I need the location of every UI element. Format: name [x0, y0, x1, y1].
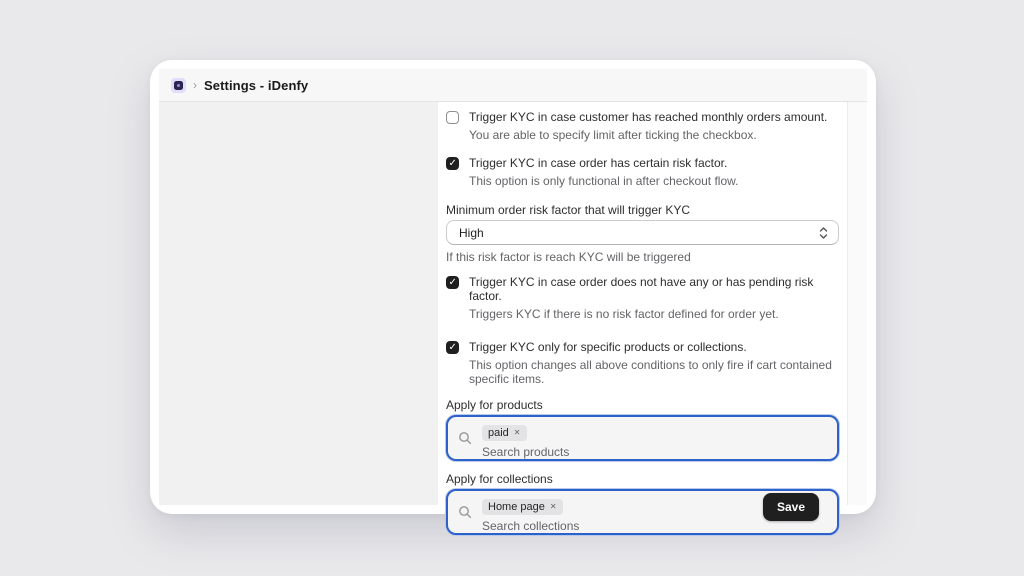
risk-select-label: Minimum order risk factor that will trigger KYC — [446, 203, 691, 217]
checkbox-checked[interactable] — [446, 276, 459, 289]
checkbox-helper: You are able to specify limit after ticking the checkbox. — [469, 128, 757, 142]
left-blank-panel — [159, 102, 438, 505]
settings-form — [438, 102, 847, 533]
checkbox-row-monthly-orders — [446, 110, 839, 142]
risk-select-helper: If this risk factor is reach KYC will be triggered — [446, 250, 691, 264]
products-search-field[interactable] — [446, 415, 839, 461]
product-tag-label: paid — [488, 427, 509, 439]
search-icon — [458, 431, 472, 445]
select-updown-icon — [819, 226, 828, 240]
checkbox-helper: Triggers KYC if there is no risk factor defined for order yet. — [469, 307, 779, 321]
apply-collections-label: Apply for collections — [446, 472, 553, 486]
checkbox-label[interactable]: Trigger KYC in case order has certain risk factor. — [469, 156, 728, 170]
checkbox-helper: This option changes all above conditions to only fire if cart contained specific items. — [469, 358, 832, 386]
checkbox-row-risk-factor — [446, 156, 839, 188]
checkbox-checked[interactable] — [446, 341, 459, 354]
breadcrumb-chevron-icon: › — [193, 77, 197, 92]
products-search-placeholder[interactable]: Search products — [482, 445, 570, 459]
checkbox-unchecked[interactable] — [446, 111, 459, 124]
remove-tag-icon[interactable]: ✕ — [549, 502, 557, 511]
checkbox-label[interactable]: Trigger KYC only for specific products or collections. — [469, 340, 747, 354]
checkbox-helper: This option is only functional in after checkout flow. — [469, 174, 739, 188]
checkbox-checked[interactable] — [446, 157, 459, 170]
page-title: Settings - iDenfy — [204, 77, 309, 93]
scrollbar-gutter[interactable] — [847, 102, 867, 505]
collections-search-placeholder[interactable]: Search collections — [482, 519, 580, 533]
app-window — [150, 60, 876, 533]
checkbox-label[interactable]: Trigger KYC in case order does not have any or has pending risk factor. — [469, 275, 814, 303]
risk-factor-select[interactable] — [446, 220, 839, 245]
risk-factor-value: High — [459, 225, 484, 240]
window-header — [159, 69, 867, 102]
checkbox-row-pending-risk — [446, 275, 839, 321]
checkbox-row-specific-products — [446, 340, 839, 386]
checkbox-label[interactable]: Trigger KYC in case customer has reached monthly orders amount. — [469, 110, 828, 124]
remove-tag-icon[interactable]: ✕ — [513, 428, 521, 437]
save-button[interactable]: Save — [763, 493, 819, 521]
apply-products-label: Apply for products — [446, 398, 543, 412]
collection-tag — [482, 499, 563, 515]
product-tag — [482, 425, 527, 441]
idenfy-app-icon[interactable] — [171, 78, 186, 93]
search-icon — [458, 505, 472, 519]
collection-tag-label: Home page — [488, 501, 545, 513]
